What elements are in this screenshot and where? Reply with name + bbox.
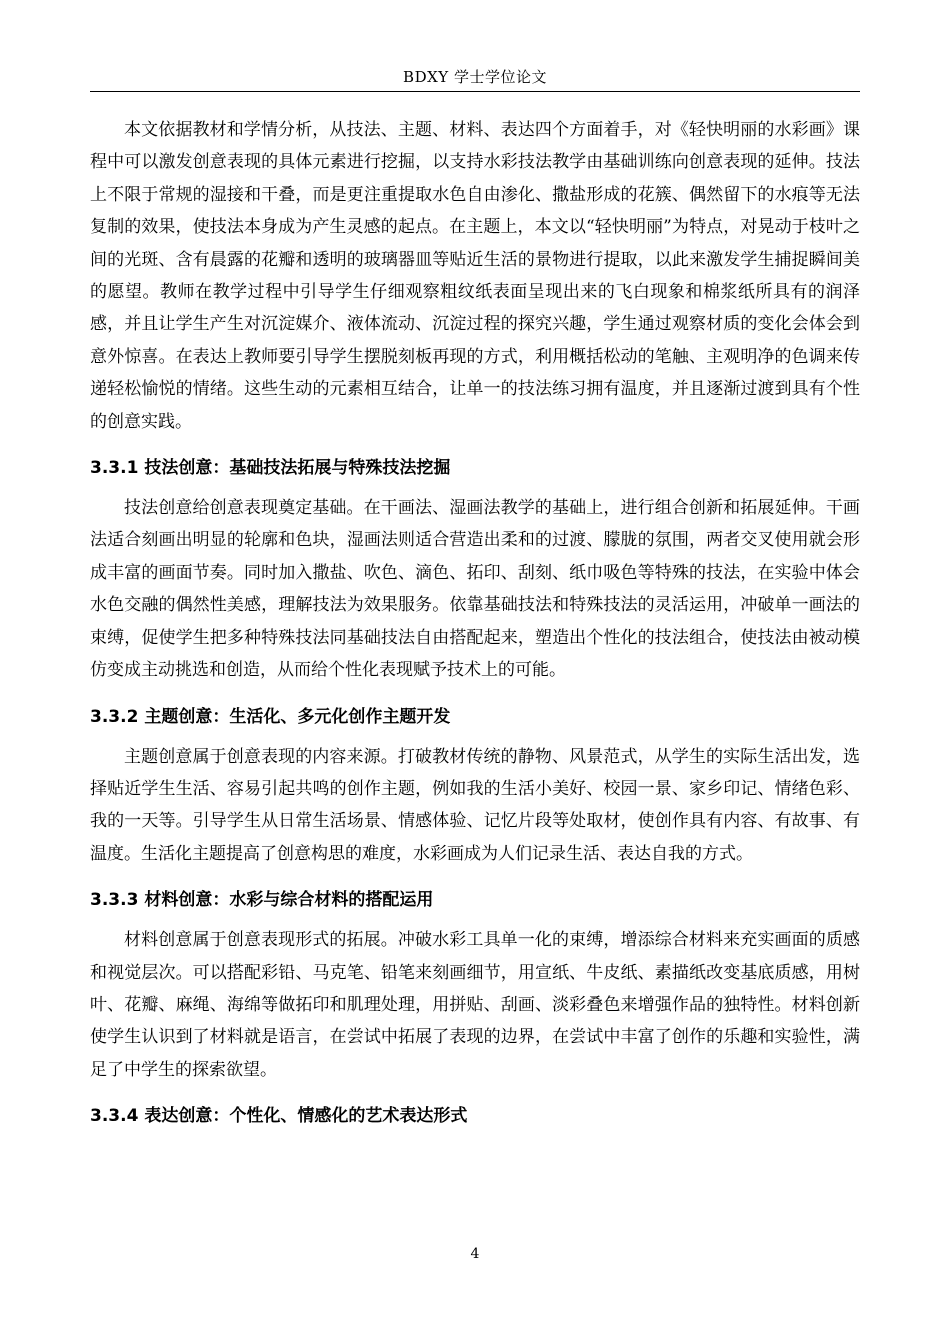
page-body	[90, 114, 860, 1130]
section-paragraph-3-3-1: 技法创意给创意表现奠定基础。在干画法、湿画法教学的基础上，进行组合创新和拓展延伸。干画法适合刻画出明显的轮廓和色块，湿画法则适合营造出柔和的过渡、朦胧的氛围，两者交叉使用就会形成丰富的画面节奏。同时加入撒盐、吹色、滴色、拓印、刮刻、纸巾吸色等特殊的技法，在实验中体会水色交融的偶然性美感，理解技法为效果服务。依靠基础技法和特殊技法的灵活运用，冲破单一画法的束缚，促使学生把多种特殊技法同基础技法自由搭配起来，塑造出个性化的技法组合，使技法由被动模仿变成主动挑选和创造，从而给个性化表现赋予技术上的可能。	[90, 498, 860, 681]
section-heading-3-3-3: 3.3.3 材料创意：水彩与综合材料的搭配运用	[90, 890, 434, 911]
header-rule	[90, 91, 860, 92]
intro-paragraph: 本文依据教材和学情分析，从技法、主题、材料、表达四个方面着手，对《轻快明丽的水彩画》课程中可以激发创意表现的具体元素进行挖掘，以支持水彩技法教学由基础训练向创意表现的延伸。技法上不限于常规的湿接和干叠，而是更注重提取水色自由渗化、撒盐形成的花簇、偶然留下的水痕等无法复制的效果，使技法本身成为产生灵感的起点。在主题上，本文以“轻快明丽”为特点，对晃动于枝叶之间的光斑、含有晨露的花瓣和透明的玻璃器皿等贴近生活的景物进行提取，以此来激发学生捕捉瞬间美的愿望。教师在教学过程中引导学生仔细观察粗纹纸表面呈现出来的飞白现象和棉浆纸所具有的润泽感，并且让学生产生对沉淀媒介、液体流动、沉淀过程的探究兴趣，学生通过观察材质的变化会体会到意外惊喜。在表达上教师要引导学生摆脱刻板再现的方式，利用概括松动的笔触、主观明净的色调来传递轻松愉悦的情绪。这些生动的元素相互结合，让单一的技法练习拥有温度，并且逐渐过渡到具有个性的创意实践。	[90, 120, 860, 432]
section-heading-3-3-4: 3.3.4 表达创意：个性化、情感化的艺术表达形式	[90, 1106, 468, 1127]
page-number: 4	[470, 1246, 480, 1262]
running-header: BDXY 学士学位论文	[403, 68, 547, 86]
section-heading-3-3-1: 3.3.1 技法创意：基础技法拓展与特殊技法挖掘	[90, 458, 451, 479]
section-paragraph-3-3-3: 材料创意属于创意表现形式的拓展。冲破水彩工具单一化的束缚，增添综合材料来充实画面的质感和视觉层次。可以搭配彩铅、马克笔、铅笔来刻画细节，用宣纸、牛皮纸、素描纸改变基底质感，用树叶、花瓣、麻绳、海绵等做拓印和肌理处理，用拼贴、刮画、淡彩叠色来增强作品的独特性。材料创新使学生认识到了材料就是语言，在尝试中拓展了表现的边界，在尝试中丰富了创作的乐趣和实验性，满足了中学生的探索欲望。	[90, 930, 860, 1080]
section-paragraph-3-3-2: 主题创意属于创意表现的内容来源。打破教材传统的静物、风景范式，从学生的实际生活出发，选择贴近学生生活、容易引起共鸣的创作主题，例如我的生活小美好、校园一景、家乡印记、情绪色彩、我的一天等。引导学生从日常生活场景、情感体验、记忆片段等处取材，使创作具有内容、有故事、有温度。生活化主题提高了创意构思的难度，水彩画成为人们记录生活、表达自我的方式。	[90, 746, 860, 864]
section-heading-3-3-2: 3.3.2 主题创意：生活化、多元化创作主题开发	[90, 706, 451, 727]
